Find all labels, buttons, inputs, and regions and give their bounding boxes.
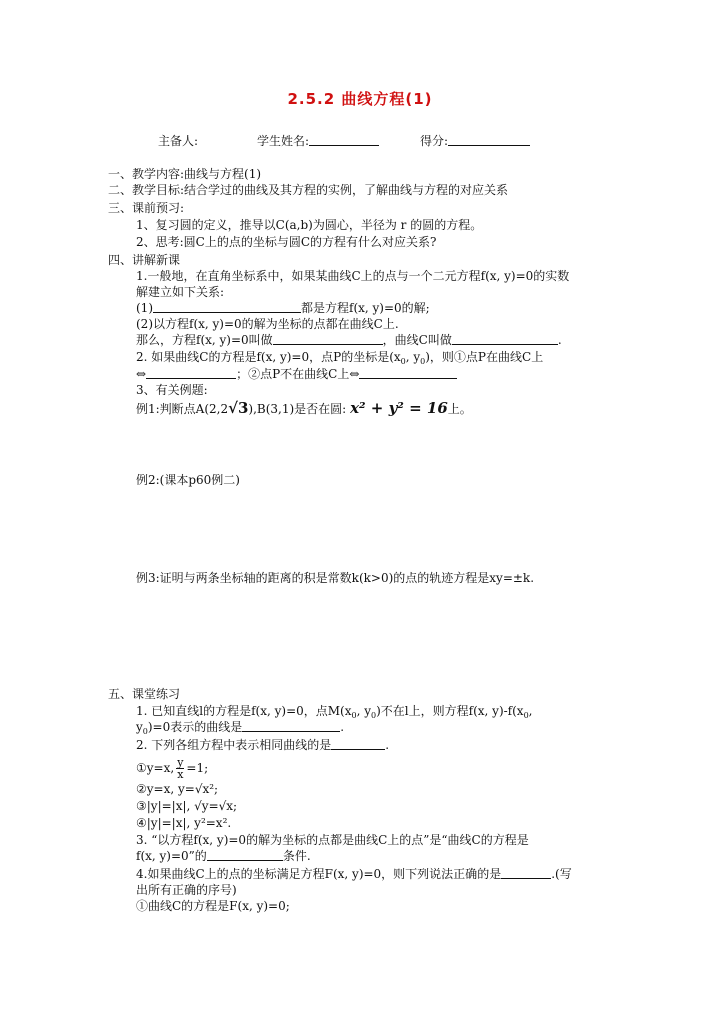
not-on-curve-blank	[359, 366, 457, 379]
definition-line-2: 解建立如下关系:	[136, 285, 225, 299]
on-curve-blank	[146, 366, 236, 379]
condition-1: (1) 都是方程f(x, y)=0的解;	[136, 301, 430, 315]
definition-line-1: 1.一般地，在直角坐标系中，如果某曲线C上的点与一个二元方程f(x, y)=0的实数	[136, 269, 570, 283]
exercise-4-line-1: 4.如果曲线C上的点的坐标满足方程F(x, y)=0，则下列说法正确的是 .(写	[136, 867, 572, 881]
examples-heading: 3、有关例题:	[136, 383, 208, 397]
exercise-2-option-4: ④|y|=|x|, y²=x².	[136, 816, 232, 830]
section-teaching-content: 一、教学内容:曲线与方程(1)	[108, 167, 262, 181]
example-2: 例2:(课本p60例二)	[136, 473, 240, 487]
exercise-4-blank	[501, 866, 551, 879]
section-practice-heading: 五、课堂练习	[108, 687, 181, 701]
exercise-2-option-3: ③|y|=|x|, √y=√x;	[136, 799, 238, 813]
page-title: 2.5.2 曲线方程(1)	[287, 90, 433, 108]
exercise-1-blank	[242, 719, 340, 732]
example-3: 例3:证明与两条坐标轴的距离的积是常数k(k>0)的点的轨迹方程是xy=±k.	[136, 571, 535, 585]
exercise-2-option-1: ①y=x, $\frac{y}{x}$ =1;	[136, 756, 209, 781]
fraction-y-over-x: $\frac{y}{x}$	[177, 756, 184, 781]
point-on-curve-line-2: ⇔ ；②点P不在曲线C上⇔	[136, 366, 457, 382]
preview-item-1: 1、复习圆的定义，推导以C(a,b)为圆心，半径为 r 的圆的方程。	[136, 218, 483, 232]
exercise-1-line-2: $y_0)=0$表示的曲线是 .	[136, 720, 345, 736]
exercise-2: 2. 下列各组方程中表示相同曲线的是 .	[136, 738, 390, 752]
preview-item-2: 2、思考:圆C上的点的坐标与圆C的方程有什么对应关系?	[136, 235, 437, 249]
circle-equation: x² + y² = 16	[350, 399, 448, 417]
exercise-1-line-1: 1. 已知直线l的方程是f(x, y)=0，点$M(x_0$, $y_0$)不在l上，则方程f(x, $y)-f(x_0$,	[136, 704, 533, 720]
exercise-2-option-2: ②y=x, y=√x²;	[136, 782, 219, 796]
section-preview-heading: 三、课前预习:	[108, 201, 185, 215]
exercise-3-blank	[207, 848, 283, 861]
definition-conclusion: 那么，方程f(x, y)=0叫做 ，曲线C叫做 .	[136, 333, 562, 347]
exercise-3-line-1: 3. “以方程f(x, y)=0的解为坐标的点都是曲线C上的点”是“曲线C的方程是	[136, 833, 529, 847]
example-1: 例1:判断点A(2,2√3),B(3,1)是否在圆: x² + y² = 16上。	[136, 399, 472, 417]
exercise-3-line-2: f(x, y)=0”的 条件.	[136, 849, 311, 863]
student-name-blank	[309, 133, 379, 146]
point-on-curve-line-1: 2. 如果曲线C的方程是f(x, y)=0，点P的坐标是($x_0$, $y_0$)，则①点P在曲线C上	[136, 350, 544, 366]
equation-of-curve-blank	[273, 332, 383, 345]
score-blank	[448, 133, 530, 146]
preparer-label: 主备人:	[158, 134, 199, 148]
condition-2: (2)以方程f(x, y)=0的解为坐标的点都在曲线C上.	[136, 317, 399, 331]
score-label: 得分:	[420, 134, 449, 148]
condition-1-blank	[153, 300, 301, 313]
score-field	[420, 133, 530, 149]
exercise-4-line-2: 出所有正确的序号)	[136, 883, 237, 897]
exercise-4-option-1: ①曲线C的方程是F(x, y)=0;	[136, 899, 290, 913]
student-name-label: 学生姓名:	[257, 134, 310, 148]
exercise-2-blank	[331, 737, 385, 750]
student-name-field	[257, 133, 379, 149]
curve-of-equation-blank	[452, 332, 558, 345]
section-teaching-goal: 二、教学目标:结合学过的曲线及其方程的实例，了解曲线与方程的对应关系	[108, 183, 509, 197]
section-new-lesson-heading: 四、讲解新课	[108, 253, 181, 267]
